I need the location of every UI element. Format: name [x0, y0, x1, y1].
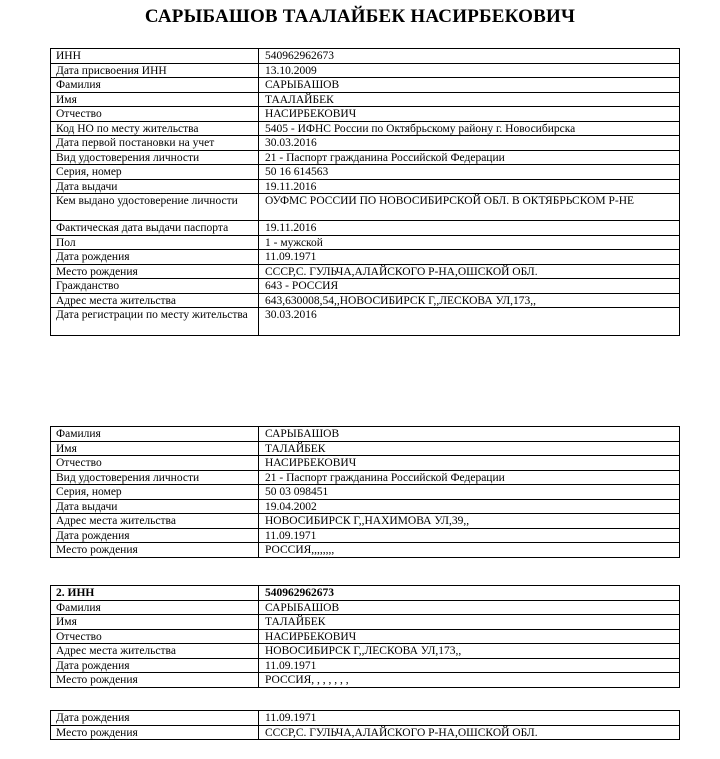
row-label: Отчество: [51, 107, 259, 122]
row-value: НАСИРБЕКОВИЧ: [259, 107, 680, 122]
row-label: Место рождения: [51, 543, 259, 558]
row-value: 19.04.2002: [259, 499, 680, 514]
row-value: ТААЛАЙБЕК: [259, 92, 680, 107]
row-value: 50 16 614563: [259, 165, 680, 180]
table-row: [51, 293, 680, 308]
table-row: [51, 136, 680, 151]
row-label: Код НО по месту жительства: [51, 121, 259, 136]
table-row: [51, 150, 680, 165]
row-value: ТАЛАЙБЕК: [259, 615, 680, 630]
table-row: [51, 63, 680, 78]
row-label: Дата первой постановки на учет: [51, 136, 259, 151]
row-value: СССР,С. ГУЛЬЧА,АЛАЙСКОГО Р-НА,ОШСКОЙ ОБЛ.: [259, 725, 680, 740]
row-value: 1 - мужской: [259, 235, 680, 250]
table-row: [51, 92, 680, 107]
row-value: НОВОСИБИРСК Г,,НАХИМОВА УЛ,39,,: [259, 514, 680, 529]
table-row: [51, 250, 680, 265]
row-label: Имя: [51, 92, 259, 107]
row-label: Серия, номер: [51, 485, 259, 500]
row-value: ОУФМС РОССИИ ПО НОВОСИБИРСКОЙ ОБЛ. В ОКТЯБРЬСКОМ Р-НЕ: [259, 194, 680, 221]
row-label: Адрес места жительства: [51, 293, 259, 308]
row-value: 643 - РОССИЯ: [259, 279, 680, 294]
table-row: [51, 427, 680, 442]
row-value: САРЫБАШОВ: [259, 600, 680, 615]
table-row: [51, 725, 680, 740]
table-row: [51, 658, 680, 673]
table-row: [51, 586, 680, 601]
table-row: [51, 629, 680, 644]
row-value: 19.11.2016: [259, 179, 680, 194]
table-row: [51, 179, 680, 194]
table-row: [51, 121, 680, 136]
row-label: Фамилия: [51, 78, 259, 93]
table-row: [51, 673, 680, 688]
inn-record-table: [50, 585, 680, 688]
row-label: Дата выдачи: [51, 179, 259, 194]
table-row: [51, 49, 680, 64]
table-row: [51, 194, 680, 221]
row-value: 30.03.2016: [259, 136, 680, 151]
row-value: 30.03.2016: [259, 308, 680, 336]
taxpayer-record-table: [50, 48, 680, 336]
table-row: [51, 470, 680, 485]
row-label: Место рождения: [51, 673, 259, 688]
row-label: Дата регистрации по месту жительства: [51, 308, 259, 336]
row-label: Отчество: [51, 629, 259, 644]
row-label: Фактическая дата выдачи паспорта: [51, 221, 259, 236]
row-value: НАСИРБЕКОВИЧ: [259, 629, 680, 644]
row-label: Кем выдано удостоверение личности: [51, 194, 259, 221]
row-value: 5405 - ИФНС России по Октябрьскому району г. Новосибирска: [259, 121, 680, 136]
row-value: 11.09.1971: [259, 711, 680, 726]
row-value: НОВОСИБИРСК Г,,ЛЕСКОВА УЛ,173,,: [259, 644, 680, 659]
table-row: [51, 644, 680, 659]
row-value: РОССИЯ, , , , , , ,: [259, 673, 680, 688]
row-value: 11.09.1971: [259, 250, 680, 265]
row-label: Место рождения: [51, 725, 259, 740]
row-value: 21 - Паспорт гражданина Российской Федерации: [259, 150, 680, 165]
row-label: Вид удостоверения личности: [51, 150, 259, 165]
table-row: [51, 514, 680, 529]
table-row: [51, 78, 680, 93]
row-value: ТАЛАЙБЕК: [259, 441, 680, 456]
table-row: [51, 485, 680, 500]
row-label: Дата рождения: [51, 250, 259, 265]
table-row: [51, 441, 680, 456]
row-value: НАСИРБЕКОВИЧ: [259, 456, 680, 471]
passport-record-table: [50, 426, 680, 558]
row-label: Вид удостоверения личности: [51, 470, 259, 485]
row-label: Фамилия: [51, 600, 259, 615]
row-label: Имя: [51, 441, 259, 456]
row-value: 50 03 098451: [259, 485, 680, 500]
row-value: 19.11.2016: [259, 221, 680, 236]
row-value: РОССИЯ,,,,,,,,: [259, 543, 680, 558]
row-label: Отчество: [51, 456, 259, 471]
row-label: Дата присвоения ИНН: [51, 63, 259, 78]
row-value: 540962962673: [259, 49, 680, 64]
table-row: [51, 711, 680, 726]
table-row: [51, 528, 680, 543]
row-label: Серия, номер: [51, 165, 259, 180]
row-label: Адрес места жительства: [51, 514, 259, 529]
row-value: 643,630008,54,,НОВОСИБИРСК Г,,ЛЕСКОВА УЛ,173,,: [259, 293, 680, 308]
row-label: Дата выдачи: [51, 499, 259, 514]
row-value: 540962962673: [259, 586, 680, 601]
birth-record-table: [50, 710, 680, 740]
table-row: [51, 499, 680, 514]
row-label: Пол: [51, 235, 259, 250]
row-label: Имя: [51, 615, 259, 630]
table-row: [51, 456, 680, 471]
row-label: 2. ИНН: [51, 586, 259, 601]
table-row: [51, 615, 680, 630]
table-row: [51, 543, 680, 558]
row-value: САРЫБАШОВ: [259, 78, 680, 93]
table-row: [51, 107, 680, 122]
row-value: СССР,С. ГУЛЬЧА,АЛАЙСКОГО Р-НА,ОШСКОЙ ОБЛ.: [259, 264, 680, 279]
row-label: ИНН: [51, 49, 259, 64]
row-label: Адрес места жительства: [51, 644, 259, 659]
table-row: [51, 264, 680, 279]
table-row: [51, 308, 680, 336]
table-row: [51, 235, 680, 250]
row-label: Дата рождения: [51, 658, 259, 673]
table-row: [51, 165, 680, 180]
row-value: 13.10.2009: [259, 63, 680, 78]
row-value: 21 - Паспорт гражданина Российской Федерации: [259, 470, 680, 485]
row-value: САРЫБАШОВ: [259, 427, 680, 442]
table-row: [51, 279, 680, 294]
row-value: 11.09.1971: [259, 528, 680, 543]
table-row: [51, 600, 680, 615]
table-row: [51, 221, 680, 236]
row-label: Гражданство: [51, 279, 259, 294]
row-label: Фамилия: [51, 427, 259, 442]
row-label: Дата рождения: [51, 711, 259, 726]
row-label: Дата рождения: [51, 528, 259, 543]
document-title: САРЫБАШОВ ТААЛАЙБЕК НАСИРБЕКОВИЧ: [144, 6, 576, 27]
row-value: 11.09.1971: [259, 658, 680, 673]
row-label: Место рождения: [51, 264, 259, 279]
